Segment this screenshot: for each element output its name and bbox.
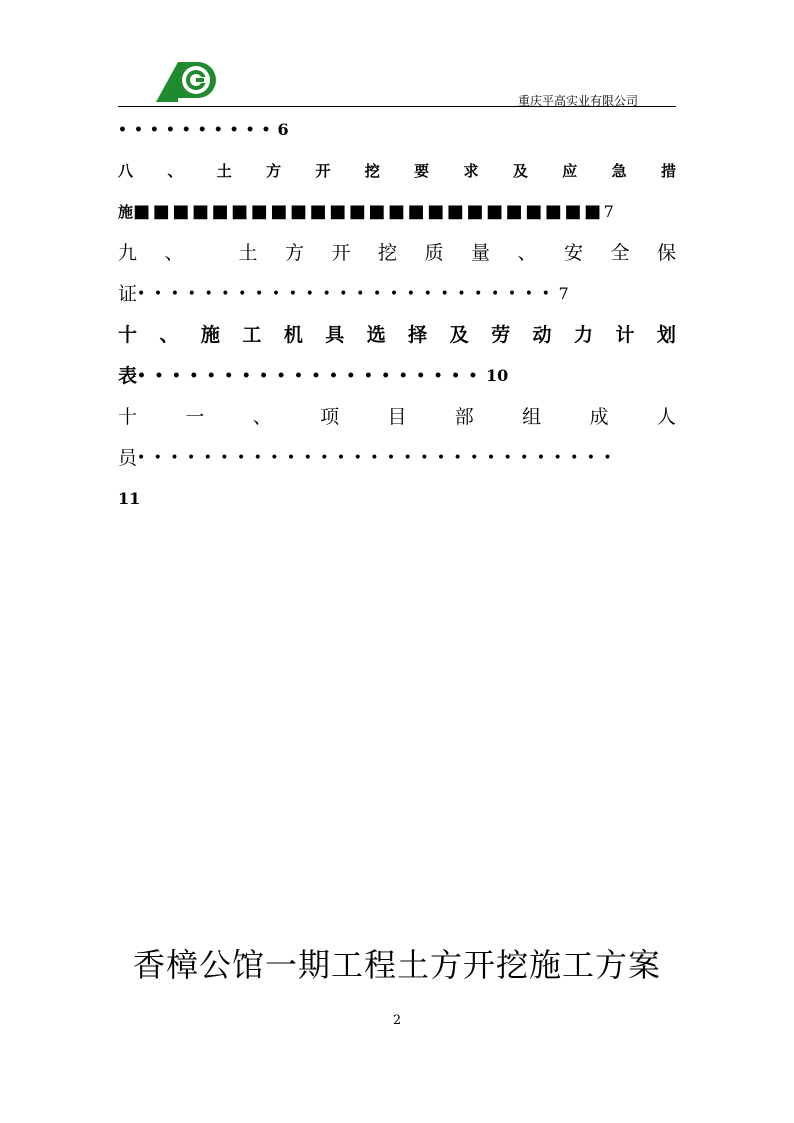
toc-char: 划	[656, 324, 676, 346]
toc-char: 人	[656, 406, 676, 428]
company-logo	[156, 56, 218, 102]
toc-lead-char: 员	[118, 447, 138, 469]
toc-char: 方	[284, 242, 304, 264]
toc-page-number: 6	[277, 120, 289, 139]
toc-char: 挖	[364, 162, 380, 180]
toc-leader-dots: ••••••••••	[118, 122, 278, 138]
toc-char: 施	[200, 324, 220, 346]
toc-char: 方	[266, 162, 282, 180]
toc-entry-9-leader	[118, 276, 676, 317]
toc-char: 应	[562, 162, 578, 180]
toc-char: 计	[615, 324, 635, 346]
page-number: 2	[392, 1013, 402, 1028]
toc-char: 、	[167, 162, 183, 180]
toc-char: 项	[320, 406, 340, 428]
toc-entry-10-leader	[118, 358, 676, 399]
toc-leader-dots: ■■■■■■■■■■■■■■■■■■■■■■■■	[133, 201, 604, 222]
toc-char: 及	[449, 324, 469, 346]
toc-leader-dots: •••••••••••••••••••••••••••••	[137, 450, 621, 466]
toc-char: 组	[522, 406, 542, 428]
toc-char: 求	[463, 162, 479, 180]
toc-line	[118, 112, 676, 153]
toc-char: 安	[563, 242, 583, 264]
toc-page-number: 11	[118, 489, 141, 508]
toc-char: 具	[325, 324, 345, 346]
page-header	[118, 52, 676, 108]
toc-page-number: 7	[603, 202, 614, 221]
toc-lead-char: 表	[118, 365, 138, 387]
toc-char: 保	[656, 242, 676, 264]
company-name: 重庆平高实业有限公司	[517, 94, 638, 108]
toc-char: 措	[660, 162, 676, 180]
toc-char: 、	[252, 406, 272, 428]
toc-char: 、	[517, 242, 537, 264]
toc-char: 、	[164, 242, 184, 264]
toc-char: 要	[414, 162, 430, 180]
toc-char: 劳	[491, 324, 511, 346]
toc-char: 部	[454, 406, 474, 428]
toc-char: 开	[315, 162, 331, 180]
toc-char: 选	[366, 324, 386, 346]
toc-char: 一	[185, 406, 205, 428]
toc-entry-8-leader	[118, 194, 676, 235]
toc-entry-8-heading	[118, 153, 676, 194]
toc-char: 择	[408, 324, 428, 346]
toc-char: 成	[589, 406, 609, 428]
toc-char: 八	[118, 162, 134, 180]
toc-leader-dots: ••••••••••••••••••••	[137, 368, 486, 384]
toc-char: 九	[118, 242, 138, 264]
toc-char: 机	[283, 324, 303, 346]
toc-entry-11-page	[118, 481, 676, 522]
toc-char: 全	[610, 242, 630, 264]
toc-entry-9-heading	[118, 235, 676, 276]
toc-char: 急	[611, 162, 627, 180]
document-title: 香樟公馆一期工程土方开挖施工方案	[132, 946, 661, 984]
toc-char: 力	[573, 324, 593, 346]
toc-entry-11-leader	[118, 440, 676, 481]
toc-char: 目	[387, 406, 407, 428]
toc-entry-11-heading	[118, 399, 676, 440]
toc-char: 土	[216, 162, 232, 180]
toc-lead-char: 证	[118, 283, 138, 305]
toc-char: 开	[331, 242, 351, 264]
toc-char: 十	[118, 324, 138, 346]
toc-lead-char: 施	[118, 203, 134, 221]
toc-char: 十	[118, 406, 138, 428]
toc-char: 工	[242, 324, 262, 346]
toc-page-number: 10	[485, 366, 509, 385]
header-rule	[118, 106, 676, 107]
toc-char: 量	[470, 242, 490, 264]
toc-char: 质	[424, 242, 444, 264]
toc-char: 挖	[377, 242, 397, 264]
toc-page-number: 7	[558, 284, 569, 303]
toc-char: 及	[512, 162, 528, 180]
toc-char: 、	[159, 324, 179, 346]
toc-leader-dots: •••••••••••••••••••••••••	[137, 286, 559, 302]
toc-char: 动	[532, 324, 552, 346]
table-of-contents	[118, 112, 676, 522]
toc-entry-10-heading	[118, 317, 676, 358]
toc-char: 土	[238, 242, 258, 264]
